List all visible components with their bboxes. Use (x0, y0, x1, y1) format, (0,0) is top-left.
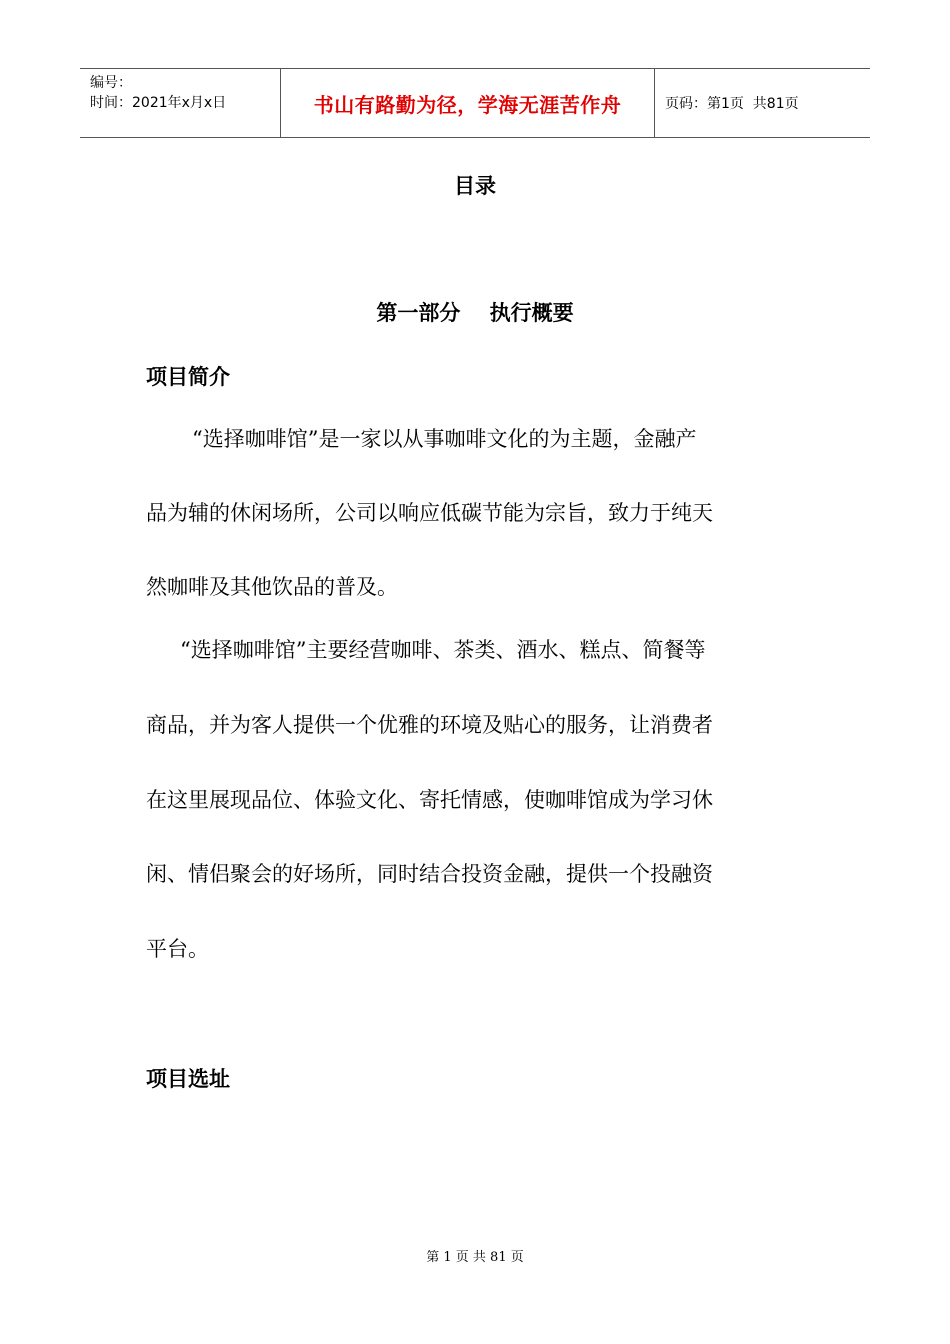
toc-title: 目录 (454, 174, 496, 198)
paragraph-line: “选择咖啡馆”是一家以从事咖啡文化的为主题，金融产 (192, 427, 697, 451)
serial-number-label: 编号： (90, 75, 132, 91)
date-label: 时间：2021年x月x日 (90, 95, 227, 111)
paragraph-line: 然咖啡及其他饮品的普及。 (146, 575, 398, 599)
header-page-info: 页码：第1页 共81页 (665, 96, 799, 112)
section-heading-location: 项目选址 (146, 1067, 230, 1091)
paragraph-line: 在这里展现品位、体验文化、寄托情感，使咖啡馆成为学习休 (146, 788, 713, 812)
page-footer: 第 1 页 共 81 页 (426, 1250, 524, 1265)
header-motto-cell (281, 69, 655, 137)
paragraph-line: 商品，并为客人提供一个优雅的环境及贴心的服务，让消费者 (146, 713, 713, 737)
section-heading-intro: 项目简介 (146, 365, 230, 389)
header-motto: 书山有路勤为径，学海无涯苦作舟 (313, 92, 622, 117)
header-meta-cell (80, 69, 281, 137)
document-header (80, 68, 870, 138)
header-page-cell (655, 69, 870, 137)
paragraph-line: 品为辅的休闲场所，公司以响应低碳节能为宗旨，致力于纯天 (146, 501, 713, 525)
paragraph-line: “选择咖啡馆”主要经营咖啡、茶类、酒水、糕点、简餐等 (180, 638, 706, 662)
paragraph-line: 闲、情侣聚会的好场所，同时结合投资金融，提供一个投融资 (146, 862, 713, 886)
part-title: 第一部分 执行概要 (376, 301, 574, 325)
paragraph-line: 平台。 (146, 937, 209, 961)
